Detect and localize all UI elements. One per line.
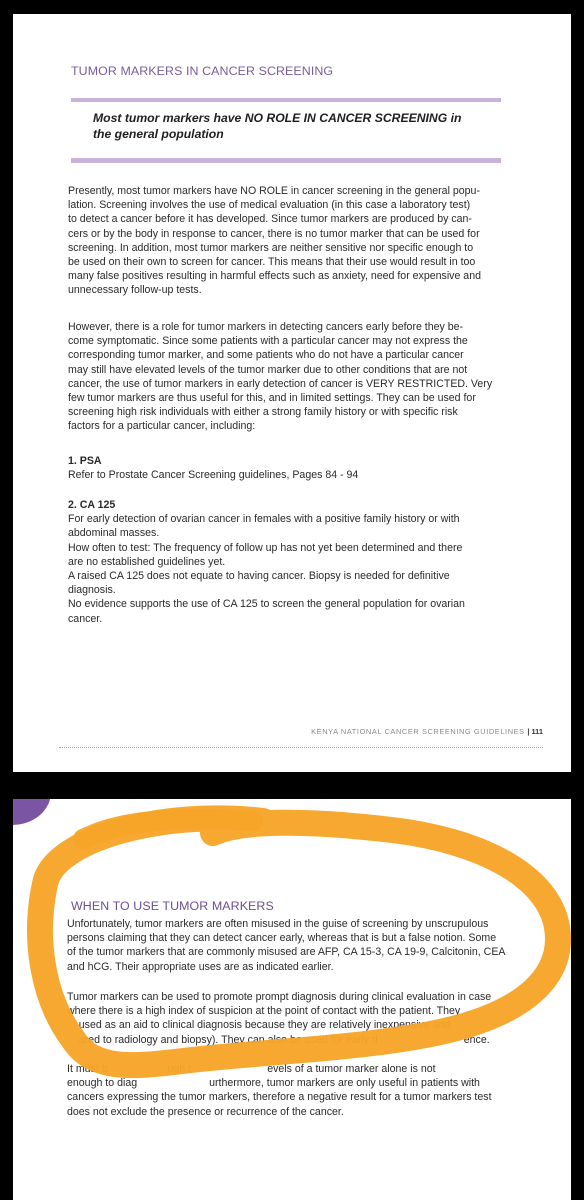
- text-fragment: used as an aid to clinical diagnosis because they are relatively inexpensive and: [78, 1019, 451, 1032]
- text-line: factors for a particular cancer, including:: [68, 420, 256, 433]
- footer-divider: [59, 747, 543, 748]
- callout-line: the general population: [93, 127, 224, 141]
- text-fragment: evels of a tumor marker alone is not: [267, 1063, 436, 1075]
- paragraph: [68, 320, 520, 434]
- text-line: Refer to Prostate Cancer Screening guidelines, Pages 84 - 94: [68, 469, 359, 482]
- text-fragment: urthermore, tumor markers are only useful in patients with: [209, 1077, 480, 1090]
- list-heading: 2. CA 125: [68, 499, 116, 511]
- text-line: to detect a cancer before it has developed. Since tumor markers are produced by can-: [68, 213, 472, 226]
- page-number: | 111: [527, 727, 543, 736]
- text-line: Tumor markers can be used to promote prompt diagnosis during clinical evaluation in case: [67, 991, 492, 1003]
- text-line: and hCG. Their appropriate uses are as indicated earlier.: [67, 960, 334, 973]
- text-line: screening high risk individuals with either a strong family history or with specific risk: [68, 406, 458, 419]
- text-line: How often to test: The frequency of follow up has not yet been determined and there: [68, 541, 463, 554]
- text-fragment: enough to diag: [67, 1077, 138, 1090]
- text-line: may still have elevated levels of the tumor marker due to other conditions that are not: [68, 363, 468, 376]
- text-line: where there is a high index of suspicion at the point of contact with the patient. They: [67, 1005, 461, 1018]
- text-line: of the tumor markers that are commonly misused are AFP, CA 15-3, CA 19-9, Calcitonin, CEA: [67, 946, 506, 959]
- text-line: corresponding tumor marker, and some patients who do not have a particular cancer: [68, 349, 464, 362]
- text-line: Unfortunately, tumor markers are often misused in the guise of screening by unscrupulous: [67, 918, 489, 930]
- paragraph: [68, 184, 520, 298]
- text-line: Presently, most tumor markers have NO ROLE in cancer screening in the general popu-: [68, 185, 480, 197]
- text-line: come symptomatic. Since some patients with a particular cancer may not express the: [68, 335, 468, 348]
- text-line: be used on their own to screen for cancer. This means that their use would result in too: [68, 256, 476, 269]
- text-line: cancer, the use of tumor markers in early detection of cancer is VERY RESTRICTED. Very: [68, 377, 493, 390]
- document-page-next: [13, 799, 571, 1200]
- text-line: does not exclude the presence or recurrence of the cancer.: [67, 1105, 344, 1118]
- text-line: For early detection of ovarian cancer in females with a positive family history or with: [68, 513, 460, 526]
- list-heading: 1. PSA: [68, 455, 102, 467]
- text-line: However, there is a role for tumor markers in detecting cancers early before they be-: [68, 321, 464, 333]
- section-title: WHEN TO USE TUMOR MARKERS: [71, 899, 274, 913]
- text-line: abdominal masses.: [68, 527, 160, 540]
- text-line: diagnosis.: [68, 584, 116, 597]
- footer-title: KENYA NATIONAL CANCER SCREENING GUIDELINES: [311, 727, 525, 736]
- text-line: few tumor markers are thus useful for this, and in limited settings. They can be used for: [68, 392, 476, 405]
- text-line: A raised CA 125 does not equate to having cancer. Biopsy is needed for definitive: [68, 570, 450, 583]
- text-fragment: It must b: [67, 1063, 108, 1075]
- orange-marker-circle: [13, 799, 571, 1200]
- text-line: screening. In addition, most tumor markers are neither sensitive nor specific enough to: [68, 241, 474, 254]
- list-item-ca125: [68, 498, 520, 626]
- text-line: persons claiming that they can detect cancer early, whereas that is but a false notion. Some: [67, 932, 497, 945]
- text-line: many false positives resulting in harmful effects such as anxiety, need for expensive and: [68, 270, 481, 283]
- text-line: lation. Screening involves the use of medical evaluation (in this case a laboratory test): [68, 199, 471, 212]
- text-line: cers or by the body in response to cancer, there is no tumor marker that can be used for: [68, 227, 480, 240]
- callout-box: [71, 98, 501, 163]
- text-fragment: ence.: [463, 1033, 490, 1046]
- text-line: No evidence supports the use of CA 125 to screen the general population for ovarian: [68, 598, 465, 611]
- text-line: cancers expressing the tumor markers, therefore a negative result for a tumor markers test: [67, 1091, 492, 1104]
- text-line: are no established guidelines yet.: [68, 555, 226, 568]
- text-line: cancer.: [68, 612, 103, 625]
- text-fragment: ared to radiology and biopsy). They can also be used for early d: [78, 1033, 378, 1046]
- section-title: TUMOR MARKERS IN CANCER SCREENING: [71, 64, 334, 78]
- callout-line: Most tumor markers have NO ROLE IN CANCER SCREENING in: [93, 111, 462, 125]
- list-item-psa: [68, 454, 520, 482]
- marker-stroke-path: [40, 818, 558, 1065]
- text-line: unnecessary follow-up tests.: [68, 284, 202, 297]
- callout-text: [93, 110, 473, 142]
- text-fragment: ugh t: [167, 1063, 192, 1075]
- page-footer: [311, 727, 543, 736]
- document-page-111: [13, 14, 571, 772]
